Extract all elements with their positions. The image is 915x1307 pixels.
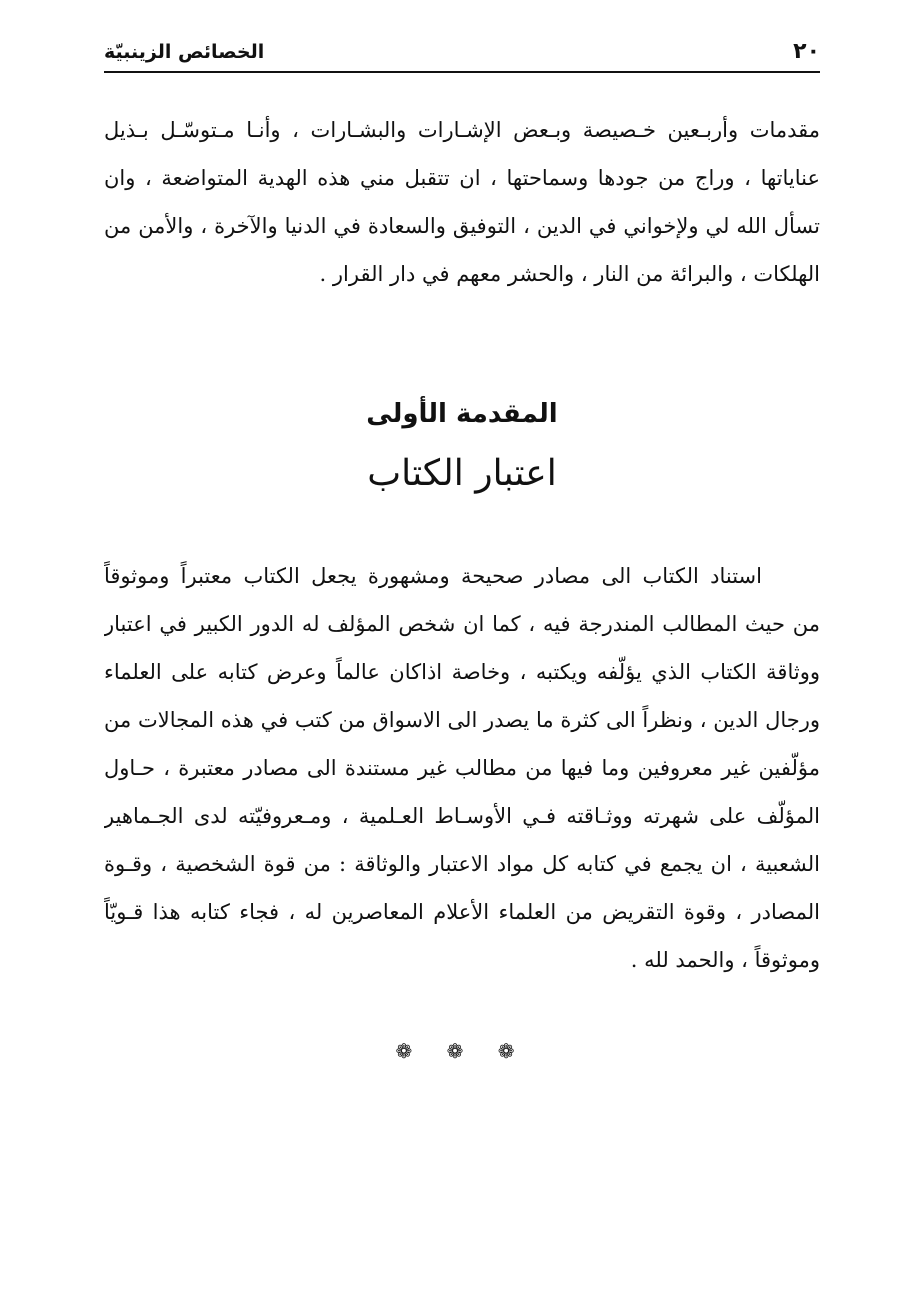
body-paragraph: [104, 552, 820, 984]
text-line: وموثوقاً ، والحمد لله .: [630, 948, 820, 972]
intro-paragraph: [104, 106, 820, 298]
text-line: المصادر ، وقوة التقريض من العلماء الأعلام المعاصرين له ، فجاء كتابه هذا قـويّاً: [104, 900, 820, 924]
text-line: المؤلّف على شهرته ووثـاقته فـي الأوسـاط العـلمية ، ومـعروفيّته لدى الجـماهير: [104, 804, 820, 828]
text-line: مؤلّفين غير معروفين وما فيها من مطالب غير مستندة الى مصادر معتبرة ، حـاول: [104, 756, 820, 780]
page-number: ٢٠: [793, 39, 820, 64]
text-line: الهلكات ، والبرائة من النار ، والحشر معهم في دار القرار .: [319, 262, 820, 286]
section-heading: اعتبار الكتاب: [367, 453, 557, 494]
section-end-ornament: ❁ ❁ ❁: [395, 1039, 529, 1063]
header-rule: [104, 71, 820, 73]
text-line: تسأل الله لي ولإخواني في الدين ، التوفيق والسعادة في الدنيا والآخرة ، والأمن من: [104, 214, 820, 238]
running-header: [104, 38, 820, 74]
text-line: الشعبية ، ان يجمع في كتابه كل مواد الاعتبار والوثاقة : من قوة الشخصية ، وقـوة: [104, 852, 820, 876]
text-line: عناياتها ، وراج من جودها وسماحتها ، ان تتقبل مني هذه الهدية المتواضعة ، وان: [104, 166, 820, 190]
section-label: المقدمة الأولى: [366, 399, 558, 429]
text-line: ورجال الدين ، ونظراً الى كثرة ما يصدر الى الاسواق من كتب في هذه المجالات من: [104, 708, 820, 732]
text-line: من حيث المطالب المندرجة فيه ، كما ان شخص المؤلف له الدور الكبير في اعتبار: [104, 612, 820, 636]
text-line: مقدمات وأربـعين خـصيصة وبـعض الإشـارات والبشـارات ، وأنـا مـتوسّـل بـذيل: [104, 118, 820, 142]
running-title: الخصائص الزينبيّة: [104, 41, 265, 63]
text-line: ووثاقة الكتاب الذي يؤلّفه ويكتبه ، وخاصة اذاكان عالماً وعرض كتابه على العلماء: [104, 660, 820, 684]
text-line: استناد الكتاب الى مصادر صحيحة ومشهورة يجعل الكتاب معتبراً وموثوقاً: [104, 564, 762, 588]
